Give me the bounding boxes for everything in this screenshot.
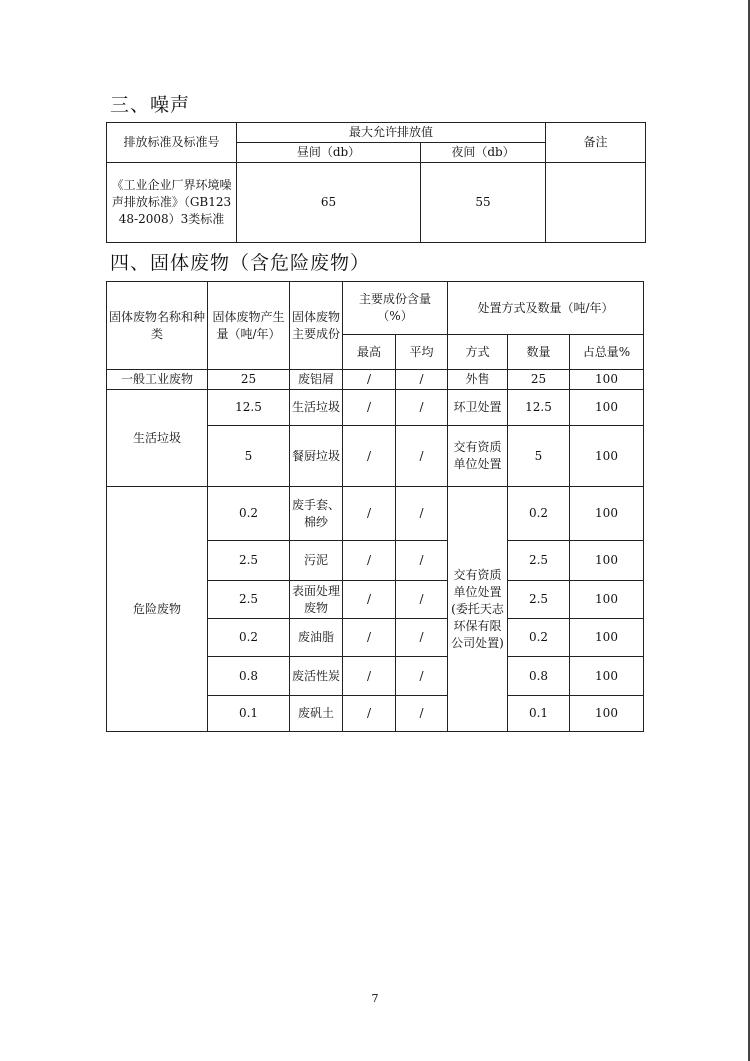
qty-cell: 5 — [508, 426, 570, 487]
qty-cell: 0.1 — [508, 696, 570, 732]
max-cell: / — [343, 426, 396, 487]
pct-cell: 100 — [570, 487, 644, 541]
pct-cell: 100 — [570, 370, 644, 390]
day-value: 65 — [237, 163, 421, 243]
avg-cell: / — [396, 370, 448, 390]
amount-cell: 0.2 — [208, 487, 290, 541]
main-cell: 污泥 — [290, 541, 343, 581]
qty-cell: 0.8 — [508, 657, 570, 696]
night-value: 55 — [421, 163, 546, 243]
table-row — [107, 370, 644, 390]
max-cell: / — [343, 541, 396, 581]
qty-cell: 2.5 — [508, 541, 570, 581]
main-cell: 生活垃圾 — [290, 390, 343, 426]
header-method: 方式 — [448, 335, 508, 370]
table-row — [107, 390, 644, 426]
main-cell: 餐厨垃圾 — [290, 426, 343, 487]
header-max: 最高 — [343, 335, 396, 370]
noise-table — [106, 122, 646, 243]
solid-waste-table — [106, 281, 644, 732]
main-cell: 废油脂 — [290, 619, 343, 657]
max-cell: / — [343, 390, 396, 426]
hazardous-method: 交有资质单位处置(委托天志环保有限公司处置) — [448, 487, 508, 732]
header-day: 昼间（db） — [237, 143, 421, 163]
max-cell: / — [343, 657, 396, 696]
qty-cell: 0.2 — [508, 487, 570, 541]
standard-name: 《工业企业厂界环境噪声排放标准》（GB12348-2008）3类标准 — [107, 163, 237, 243]
page-number: 7 — [371, 992, 379, 1005]
avg-cell: / — [396, 541, 448, 581]
method-cell: 环卫处置 — [448, 390, 508, 426]
avg-cell: / — [396, 426, 448, 487]
header-avg: 平均 — [396, 335, 448, 370]
pct-cell: 100 — [570, 619, 644, 657]
max-cell: / — [343, 487, 396, 541]
header-max-allowed: 最大允许排放值 — [237, 123, 546, 143]
header-waste-name: 固体废物名称和种类 — [107, 282, 208, 370]
avg-cell: / — [396, 487, 448, 541]
qty-cell: 0.2 — [508, 619, 570, 657]
remark-value — [546, 163, 646, 243]
max-cell: / — [343, 581, 396, 619]
amount-cell: 0.8 — [208, 657, 290, 696]
category-domestic: 生活垃圾 — [107, 390, 208, 487]
amount-cell: 25 — [208, 370, 290, 390]
amount-cell: 2.5 — [208, 581, 290, 619]
amount-cell: 0.2 — [208, 619, 290, 657]
pct-cell: 100 — [570, 541, 644, 581]
header-pct: 占总量% — [570, 335, 644, 370]
main-cell: 废铝屑 — [290, 370, 343, 390]
amount-cell: 5 — [208, 426, 290, 487]
header-main-component: 固体废物主要成份 — [290, 282, 343, 370]
avg-cell: / — [396, 657, 448, 696]
method-cell: 交有资质单位处置 — [448, 426, 508, 487]
main-cell: 废矾土 — [290, 696, 343, 732]
avg-cell: / — [396, 619, 448, 657]
header-qty: 数量 — [508, 335, 570, 370]
pct-cell: 100 — [570, 426, 644, 487]
solid-waste-heading: 四、固体废物（含危险废物） — [110, 252, 371, 274]
pct-cell: 100 — [570, 581, 644, 619]
header-standard: 排放标准及标准号 — [107, 123, 237, 163]
table-row — [107, 487, 644, 541]
pct-cell: 100 — [570, 657, 644, 696]
method-cell: 外售 — [448, 370, 508, 390]
header-remark: 备注 — [546, 123, 646, 163]
header-disposal: 处置方式及数量（吨/年） — [448, 282, 644, 335]
noise-heading: 三、噪声 — [110, 94, 191, 116]
main-cell: 废手套、棉纱 — [290, 487, 343, 541]
qty-cell: 2.5 — [508, 581, 570, 619]
avg-cell: / — [396, 696, 448, 732]
max-cell: / — [343, 696, 396, 732]
avg-cell: / — [396, 581, 448, 619]
main-cell: 废活性炭 — [290, 657, 343, 696]
max-cell: / — [343, 370, 396, 390]
pct-cell: 100 — [570, 696, 644, 732]
qty-cell: 25 — [508, 370, 570, 390]
avg-cell: / — [396, 390, 448, 426]
main-cell: 表面处理废物 — [290, 581, 343, 619]
category-hazardous: 危险废物 — [107, 487, 208, 732]
category-general: 一般工业废物 — [107, 370, 208, 390]
max-cell: / — [343, 619, 396, 657]
header-content: 主要成份含量（%） — [343, 282, 448, 335]
header-amount: 固体废物产生量（吨/年） — [208, 282, 290, 370]
amount-cell: 0.1 — [208, 696, 290, 732]
pct-cell: 100 — [570, 390, 644, 426]
header-night: 夜间（db） — [421, 143, 546, 163]
amount-cell: 12.5 — [208, 390, 290, 426]
qty-cell: 12.5 — [508, 390, 570, 426]
amount-cell: 2.5 — [208, 541, 290, 581]
